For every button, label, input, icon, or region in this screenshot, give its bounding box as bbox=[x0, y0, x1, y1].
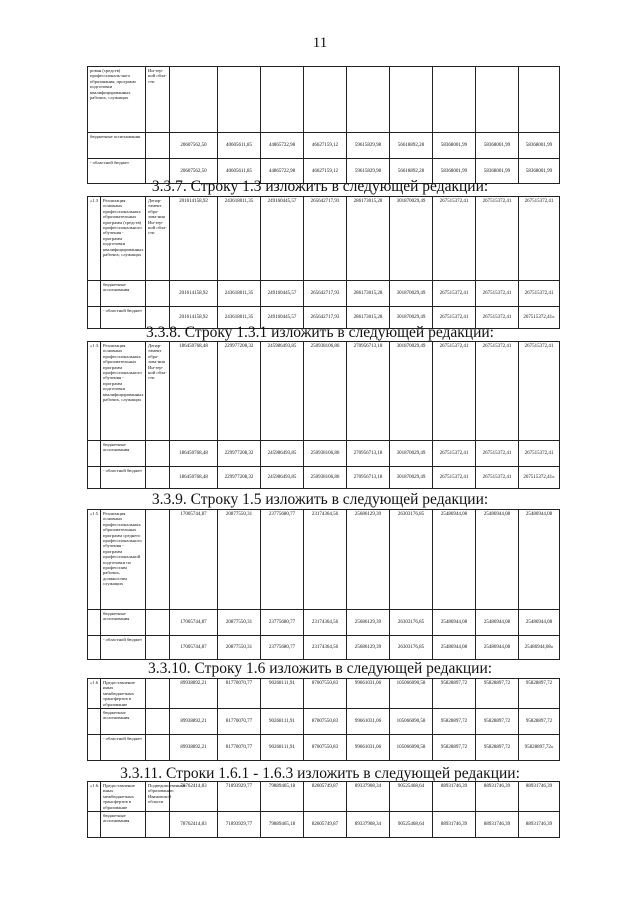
cell-value: 286173015,28 bbox=[347, 307, 390, 329]
table-row bbox=[88, 782, 560, 812]
cell-value: 44865722,98 bbox=[261, 159, 304, 184]
cell-value: 249160445,57 bbox=[261, 197, 304, 281]
cell-value: 89938892,21 bbox=[170, 709, 218, 735]
cell-value: 78762414,83 bbox=[170, 782, 218, 812]
table-row bbox=[88, 67, 560, 133]
cell-value: 40605611,85 bbox=[218, 159, 261, 184]
cell-value: 25486944,08 bbox=[519, 610, 560, 636]
cell-value: 95828897,72 bbox=[519, 679, 560, 709]
cell-value: 229977208,32 bbox=[218, 342, 261, 441]
cell-value: 58368001,99 bbox=[476, 133, 519, 159]
cell-value: 58368001,99 bbox=[433, 133, 476, 159]
row-org bbox=[146, 679, 170, 709]
cell-value: 105066090,58 bbox=[390, 679, 433, 709]
section-heading: 3.3.7. Строку 1.3 изложить в следующей редакции: bbox=[151, 178, 489, 195]
cell-value: 90525468,64 bbox=[390, 812, 433, 838]
cell-value: 25686129,39 bbox=[347, 610, 390, 636]
cell-value: 44865722,98 bbox=[261, 133, 304, 159]
cell-value: 105066090,58 bbox=[390, 709, 433, 735]
table-row bbox=[88, 342, 560, 441]
cell-value: 23775680,77 bbox=[261, 610, 304, 636]
cell-value: 90268111,91 bbox=[261, 735, 304, 761]
row-name: бюджетные ассигнования bbox=[101, 441, 146, 467]
cell-value: 267515372,41 bbox=[433, 197, 476, 281]
cell-value: 89938892,21 bbox=[170, 735, 218, 761]
cell-value: 301870029,49 bbox=[390, 307, 433, 329]
table-row bbox=[88, 679, 560, 709]
cell-value: 267515372,41 bbox=[476, 342, 519, 441]
cell-value: 59615829,98 bbox=[347, 159, 390, 184]
row-name: бюджетные ассигнования bbox=[101, 610, 146, 636]
cell-value: 88931746,39 bbox=[476, 812, 519, 838]
cell-value: 58368001,99 bbox=[519, 159, 560, 184]
row-name: - областной бюджет bbox=[101, 735, 146, 761]
cell-value: 95828897,72 bbox=[476, 709, 519, 735]
table-row bbox=[88, 467, 560, 489]
table-row bbox=[88, 441, 560, 467]
cell-value: 56618892,28 bbox=[390, 159, 433, 184]
cell-value: 229977208,32 bbox=[218, 441, 261, 467]
cell-value: 26303176,85 bbox=[390, 636, 433, 660]
cell-value: 249160445,57 bbox=[261, 281, 304, 307]
table-row bbox=[88, 610, 560, 636]
cell-value: 79889465,18 bbox=[261, 812, 304, 838]
top-table bbox=[87, 66, 560, 184]
cell-value: 243618011,35 bbox=[218, 307, 261, 329]
cell-value: 243618011,35 bbox=[218, 281, 261, 307]
cell-value: 25486944,08 bbox=[476, 610, 519, 636]
cell-value: 267515372,41 bbox=[476, 467, 519, 489]
cell-value: 99661031,06 bbox=[347, 709, 390, 735]
cell-value: 25486944,08 bbox=[519, 510, 560, 610]
row-name: - областной бюджет bbox=[101, 467, 146, 489]
row-code: «1.3 bbox=[88, 197, 101, 281]
cell-value: 267515372,41 bbox=[433, 281, 476, 307]
row-code: «1.3.1 bbox=[88, 342, 101, 441]
cell-value: 23174364,56 bbox=[304, 510, 347, 610]
cell-value: 250938106,86 bbox=[304, 467, 347, 489]
cell-value: 82605749,87 bbox=[304, 782, 347, 812]
cell-value: 267515372,41 bbox=[476, 197, 519, 281]
cell-value: 267515372,41 bbox=[433, 441, 476, 467]
cell-value: 267515372,41» bbox=[519, 307, 560, 329]
row-org bbox=[146, 510, 170, 610]
row-name: Предоставление иных межбюджетных трансфертов в образование bbox=[101, 782, 146, 812]
cell-value: 88931746,39 bbox=[476, 782, 519, 812]
cell-value: 25486944,08 bbox=[476, 510, 519, 610]
cell-value: 286173015,28 bbox=[347, 281, 390, 307]
cell-value: 25486944,08 bbox=[476, 636, 519, 660]
cell-value: 270956713,18 bbox=[347, 342, 390, 441]
cell-value: 81770070,77 bbox=[218, 735, 261, 761]
row-name: Реализация основных профессиональных образовательных программ среднего профессионального обучения - программ профессиональной подготовки по профессиям рабочих, должностям служащих bbox=[101, 510, 146, 610]
table-row bbox=[88, 636, 560, 660]
row-org: Ин-тер-ной обла-сти bbox=[146, 67, 170, 133]
cell-value: 25486944,08» bbox=[519, 636, 560, 660]
cell-value: 17005744,87 bbox=[170, 636, 218, 660]
row-name: Реализация основных профессиональных образовательных программ (средств) профессионального обучения - программ подготовки квалифицированных рабочих, служащих bbox=[101, 197, 146, 281]
cell-value: 81770070,77 bbox=[218, 709, 261, 735]
cell-value: 267515372,41 bbox=[476, 281, 519, 307]
cell-value: 25486944,08 bbox=[433, 510, 476, 610]
cell-value: 301870029,49 bbox=[390, 281, 433, 307]
cell-value: 201614158,92 bbox=[170, 281, 218, 307]
cell-value: 95828897,72 bbox=[433, 709, 476, 735]
section-table-338 bbox=[87, 341, 560, 489]
cell-value: 245986493,85 bbox=[261, 342, 304, 441]
cell-value: 186450768,48 bbox=[170, 467, 218, 489]
cell-value: 267515372,41 bbox=[476, 441, 519, 467]
cell-value: 58368001,99 bbox=[476, 159, 519, 184]
cell-value: 58368001,99 bbox=[433, 159, 476, 184]
cell-value: 95828897,72 bbox=[476, 679, 519, 709]
cell-value: 99661031,06 bbox=[347, 735, 390, 761]
cell-value: 249160445,57 bbox=[261, 307, 304, 329]
section-table-337 bbox=[87, 196, 560, 329]
cell-value: 250938106,86 bbox=[304, 342, 347, 441]
cell-value: 229977208,32 bbox=[218, 467, 261, 489]
table-row bbox=[88, 709, 560, 735]
cell-value: 267515372,41 bbox=[433, 467, 476, 489]
cell-value: 88931746,39 bbox=[519, 812, 560, 838]
cell-value: 95828897,72 bbox=[433, 735, 476, 761]
cell-value: 58368001,99 bbox=[519, 133, 560, 159]
cell-value: 20607562,50 bbox=[170, 159, 218, 184]
cell-value: 301870029,49 bbox=[390, 467, 433, 489]
cell-value: 301870029,49 bbox=[390, 342, 433, 441]
table-row bbox=[88, 735, 560, 761]
cell-value: 25686129,39 bbox=[347, 510, 390, 610]
row-name: бюджетные ассигнования bbox=[101, 709, 146, 735]
cell-value: 17005744,87 bbox=[170, 610, 218, 636]
cell-value: 25686129,39 bbox=[347, 636, 390, 660]
cell-value: 265642717,93 bbox=[304, 307, 347, 329]
cell-value: 286173015,28 bbox=[347, 197, 390, 281]
row-code: «1.5 bbox=[88, 510, 101, 610]
cell-value: 267515372,41» bbox=[519, 467, 560, 489]
cell-value: 270956713,18 bbox=[347, 441, 390, 467]
table-row bbox=[88, 197, 560, 281]
cell-value: 95828897,72» bbox=[519, 735, 560, 761]
cell-value: 95828897,72 bbox=[433, 679, 476, 709]
row-name: - областной бюджет bbox=[101, 636, 146, 660]
table-row bbox=[88, 510, 560, 610]
cell-value: 20607562,50 bbox=[170, 133, 218, 159]
cell-value: 265642717,93 bbox=[304, 197, 347, 281]
row-org: Депар-тамент обра-зова-ния Ин-тер-ной обла-сти bbox=[146, 342, 170, 441]
cell-value: 267515372,41 bbox=[519, 281, 560, 307]
section-heading: 3.3.9. Строку 1.5 изложить в следующей редакции: bbox=[151, 491, 489, 508]
cell-value: 87007550,83 bbox=[304, 735, 347, 761]
cell-value: 265642717,93 bbox=[304, 281, 347, 307]
cell-value: 23775680,77 bbox=[261, 636, 304, 660]
cell-value: 46627159,12 bbox=[304, 133, 347, 159]
cell-value: 95828897,72 bbox=[519, 709, 560, 735]
cell-value: 82605749,87 bbox=[304, 812, 347, 838]
section-heading: 3.3.11. Строки 1.6.1 - 1.6.3 изложить в следующей редакции: bbox=[120, 765, 520, 782]
cell-value: 20877550,31 bbox=[218, 636, 261, 660]
cell-value: 87007550,83 bbox=[304, 709, 347, 735]
page-number: 11 bbox=[312, 35, 328, 51]
cell-value: 301870029,49 bbox=[390, 197, 433, 281]
cell-value: 186450768,48 bbox=[170, 342, 218, 441]
cell-value: 267515372,41 bbox=[433, 307, 476, 329]
table-row bbox=[88, 133, 560, 159]
row-name: Реализация основных профессиональных образовательных программ профессионального обучения - программ подготовки квалифицированных рабочих, служащих bbox=[101, 342, 146, 441]
cell-value: 267515372,41 bbox=[519, 441, 560, 467]
cell-value: 90525468,64 bbox=[390, 782, 433, 812]
row-name: - областной бюджет bbox=[101, 307, 146, 329]
cell-value: 90268111,91 bbox=[261, 709, 304, 735]
section-table-3311 bbox=[87, 781, 560, 838]
cell-value: 267515372,41 bbox=[433, 342, 476, 441]
row-name: Предоставление иных межбюджетных трансфертов в образование bbox=[101, 679, 146, 709]
cell-value: 90268111,91 bbox=[261, 679, 304, 709]
row-name: - областной бюджет bbox=[88, 159, 146, 184]
cell-value: 87007550,83 bbox=[304, 679, 347, 709]
cell-value: 40605611,85 bbox=[218, 133, 261, 159]
row-code: «1.6 bbox=[88, 679, 101, 709]
cell-value: 201614158,92 bbox=[170, 307, 218, 329]
cell-value: 88931746,39 bbox=[433, 782, 476, 812]
table-row bbox=[88, 281, 560, 307]
cell-value: 17005744,87 bbox=[170, 510, 218, 610]
cell-value: 20877550,31 bbox=[218, 510, 261, 610]
cell-value: 89938892,21 bbox=[170, 679, 218, 709]
row-org: Подведомственные образованию Ивановской области bbox=[146, 782, 170, 812]
cell-value: 245986493,85 bbox=[261, 441, 304, 467]
table-row bbox=[88, 812, 560, 838]
cell-value: 71893929,77 bbox=[218, 812, 261, 838]
cell-value: 23775680,77 bbox=[261, 510, 304, 610]
cell-value: 25486944,08 bbox=[433, 636, 476, 660]
cell-value: 301870029,49 bbox=[390, 441, 433, 467]
cell-value: 81770070,77 bbox=[218, 679, 261, 709]
section-table-339 bbox=[87, 509, 560, 660]
row-code: «1.6.1 bbox=[88, 782, 101, 812]
cell-value: 88931746,39 bbox=[433, 812, 476, 838]
cell-value: 270956713,18 bbox=[347, 467, 390, 489]
row-name: бюджетные ассигнования bbox=[88, 133, 146, 159]
cell-value: 105066090,58 bbox=[390, 735, 433, 761]
cell-value: 267515372,41 bbox=[519, 197, 560, 281]
row-name: рован (средств) профессиональ-ного образования, программ подготовки квалифицированных рабочих, служащих bbox=[88, 67, 146, 133]
cell-value: 243618011,35 bbox=[218, 197, 261, 281]
row-name: бюджетные ассигнования bbox=[101, 281, 146, 307]
cell-value: 26303176,85 bbox=[390, 510, 433, 610]
cell-value: 89337908,34 bbox=[347, 812, 390, 838]
cell-value: 88931746,39 bbox=[519, 782, 560, 812]
cell-value: 78762414,83 bbox=[170, 812, 218, 838]
cell-value: 245986493,85 bbox=[261, 467, 304, 489]
row-name: бюджетные ассигнования bbox=[101, 812, 146, 838]
cell-value: 95828897,72 bbox=[476, 735, 519, 761]
section-table-3310 bbox=[87, 678, 560, 761]
cell-value: 25486944,08 bbox=[433, 610, 476, 636]
cell-value: 267515372,41 bbox=[476, 307, 519, 329]
cell-value: 201614158,92 bbox=[170, 197, 218, 281]
cell-value: 186450768,48 bbox=[170, 441, 218, 467]
cell-value: 250938106,86 bbox=[304, 441, 347, 467]
cell-value: 46627159,12 bbox=[304, 159, 347, 184]
section-heading: 3.3.8. Строку 1.3.1 изложить в следующей редакции: bbox=[146, 324, 494, 341]
cell-value: 79889465,18 bbox=[261, 782, 304, 812]
cell-value: 23174364,56 bbox=[304, 636, 347, 660]
cell-value: 20877550,31 bbox=[218, 610, 261, 636]
cell-value: 99661031,06 bbox=[347, 679, 390, 709]
cell-value: 56618892,28 bbox=[390, 133, 433, 159]
cell-value: 267515372,41 bbox=[519, 342, 560, 441]
row-org: Депар-тамент обра-зова-ния Ин-тер-ной обла-сти bbox=[146, 197, 170, 281]
cell-value: 71893929,77 bbox=[218, 782, 261, 812]
cell-value: 23174364,56 bbox=[304, 610, 347, 636]
cell-value: 89337908,34 bbox=[347, 782, 390, 812]
section-heading: 3.3.10. Строку 1.6 изложить в следующей редакции: bbox=[147, 660, 493, 677]
cell-value: 26303176,85 bbox=[390, 610, 433, 636]
cell-value: 59615829,98 bbox=[347, 133, 390, 159]
